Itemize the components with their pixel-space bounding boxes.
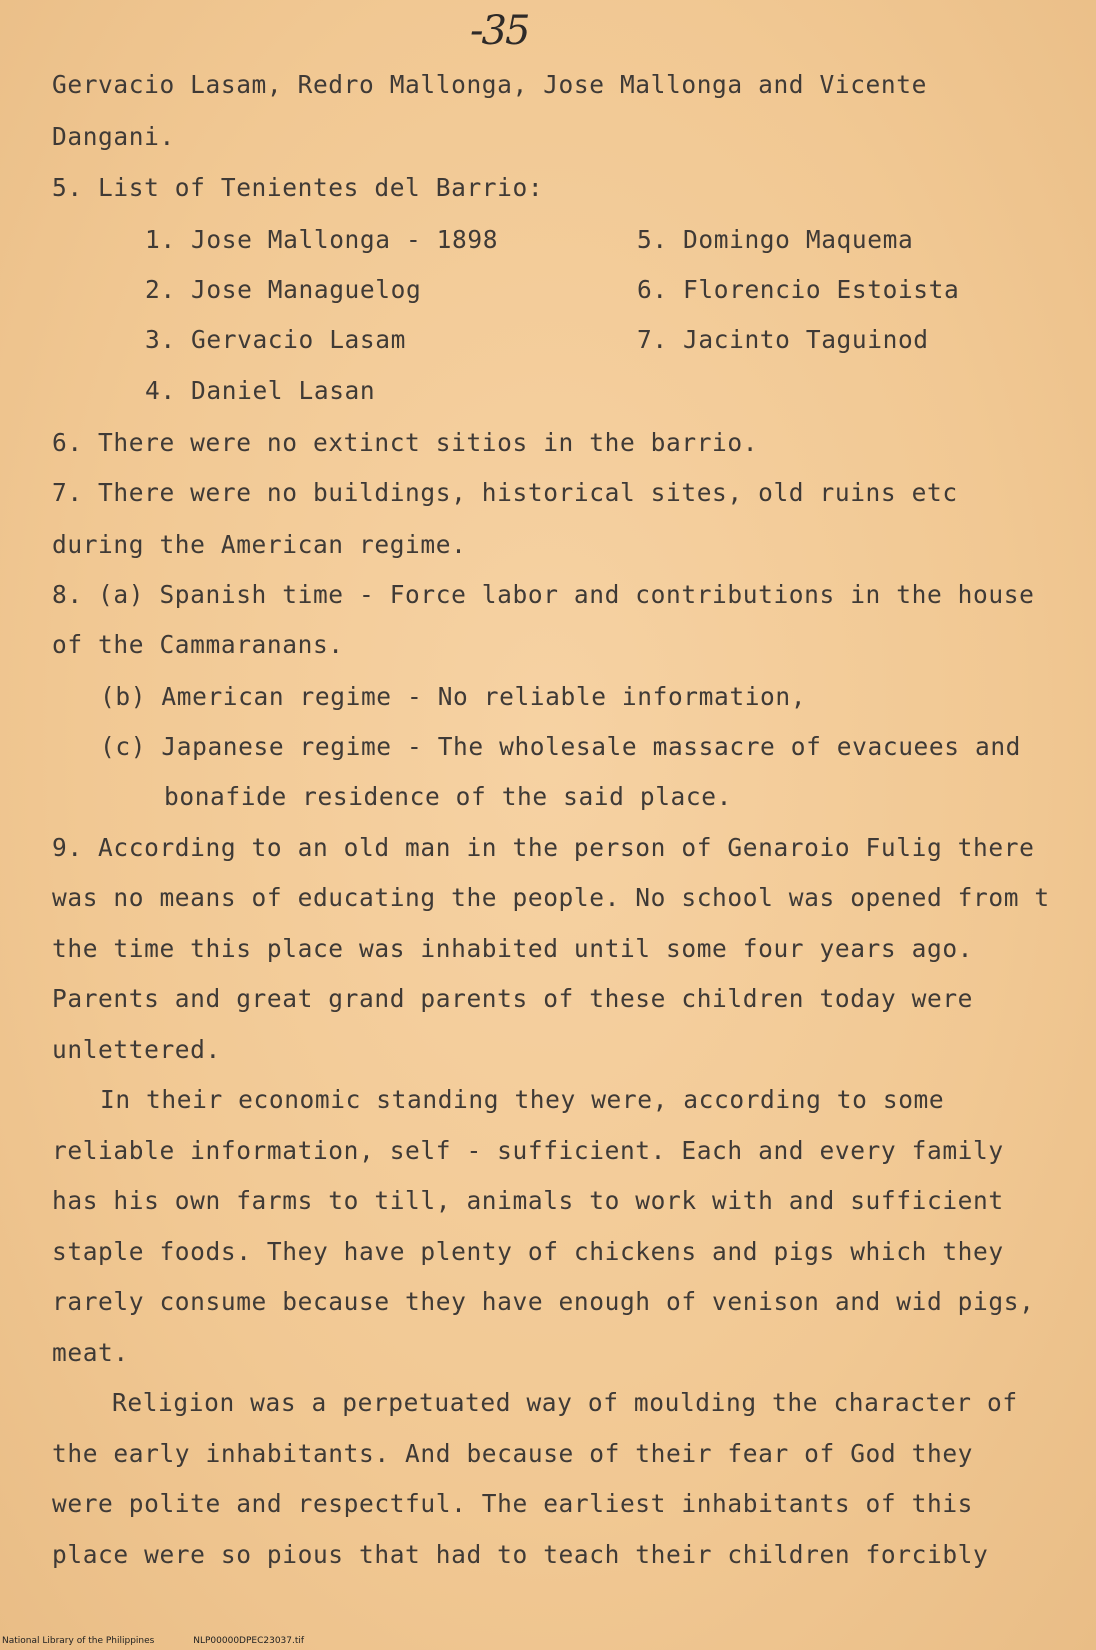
text-line: has his own farms to till, animals to work with and sufficient [52,1186,1004,1215]
list-item: 2. Jose Managuelog [145,275,422,304]
text-line: during the American regime. [52,530,467,559]
text-line: bonafide residence of the said place. [164,782,732,811]
text-line: the time this place was inhabited until some four years ago. [52,934,974,963]
text-line: Dangani. [52,122,175,151]
list-item: 7. Jacinto Taguinod [637,325,929,354]
text-line: (b) American regime - No reliable information, [100,682,807,711]
list-item: 5. Domingo Maquema [637,225,914,254]
text-line: unlettered. [52,1035,221,1064]
scan-footer [0,1636,1096,1650]
list-item: 1. Jose Mallonga - 1898 [145,225,499,254]
text-line: In their economic standing they were, according to some [100,1085,945,1114]
text-line: place were so pious that had to teach their children forcibly [52,1540,989,1569]
text-line: 7. There were no buildings, historical sites, old ruins etc [52,478,958,507]
text-line: Religion was a perpetuated way of moulding the character of [112,1388,1018,1417]
text-line: of the Cammaranans. [52,630,344,659]
footer-filename: NLP00000DPEC23037.tif [193,1636,305,1646]
text-line: (c) Japanese regime - The wholesale massacre of evacuees and [100,732,1022,761]
text-line: reliable information, self - sufficient. Each and every family [52,1136,1004,1165]
text-line: were polite and respectful. The earliest inhabitants of this [52,1489,974,1518]
text-line: was no means of educating the people. No school was opened from t [52,883,1050,912]
text-line: Gervacio Lasam, Redro Mallonga, Jose Mallonga and Vicente [52,70,927,99]
text-line: staple foods. They have plenty of chickens and pigs which they [52,1237,1004,1266]
text-line: 9. According to an old man in the person of Genaroio Fulig there [52,833,1035,862]
list-item: 4. Daniel Lasan [145,376,376,405]
text-line: 6. There were no extinct sitios in the barrio. [52,428,759,457]
text-line: 5. List of Tenientes del Barrio: [52,173,544,202]
text-line: 8. (a) Spanish time - Force labor and contributions in the house [52,580,1035,609]
list-item: 3. Gervacio Lasam [145,325,406,354]
page-number: -35 [470,8,529,54]
text-line: the early inhabitants. And because of their fear of God they [52,1439,974,1468]
footer-institution: National Library of the Philippines [2,1636,155,1646]
text-line: rarely consume because they have enough of venison and wid pigs, [52,1287,1035,1316]
list-item: 6. Florencio Estoista [637,275,960,304]
text-line: meat. [52,1338,129,1367]
text-line: Parents and great grand parents of these children today were [52,984,974,1013]
